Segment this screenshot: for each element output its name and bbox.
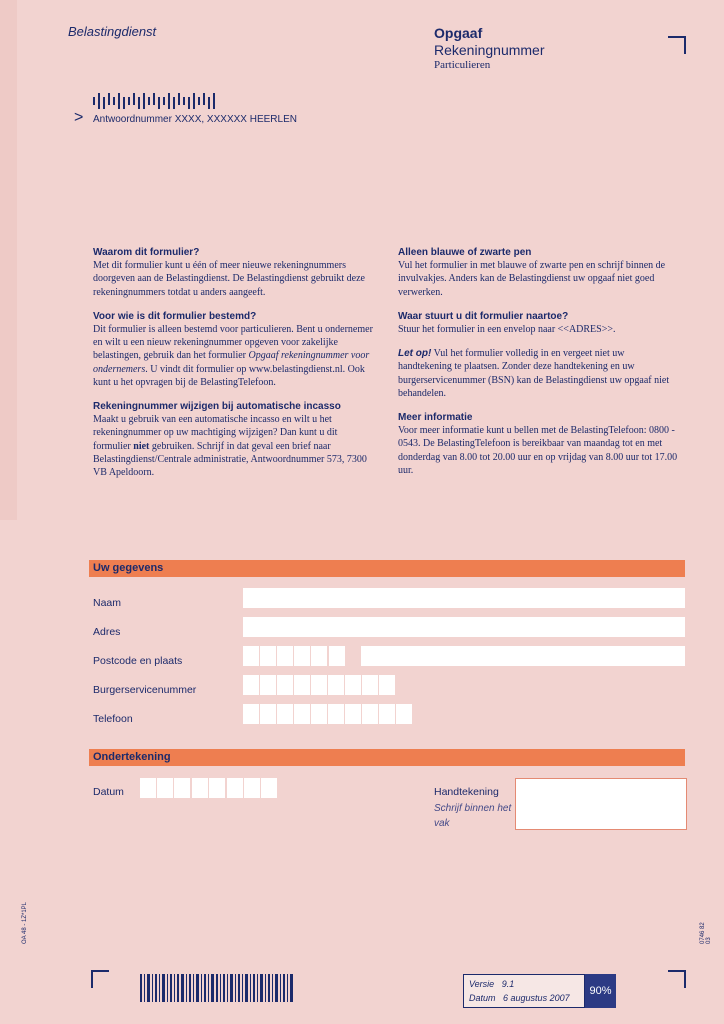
form-title: Opgaaf <box>434 25 483 41</box>
left-margin-strip <box>0 0 17 520</box>
info-text: Dit formulier is alleen bestemd voor particulieren. Bent u ondernemer en wilt u een nieuw rekeningnummer opgeven voor zakelijke belastingen, gebruik dan het formulier Opgaaf rekeningnummer voor ondernemers. U vindt dit formulier op www.belastingdienst.nl. Ook kunt u het opvragen bij de BelastingTelefoon. <box>93 324 373 388</box>
info-text: Maakt u gebruik van een automatische incasso en wilt u het rekeningnummer op uw machtiging wijzigen? Dan kunt u dit formulier niet gebruiken. Schrijf in dat geval een brief naar Belastingdienst/Centrale administratie, Antwoordnummer 573, 7300 VB Apeldoorn. <box>93 414 367 479</box>
side-code-left: OA 48 - 1Z*1PL <box>22 901 28 944</box>
postal-barcode <box>93 93 219 109</box>
print-percent-badge: 90% <box>585 974 616 1008</box>
info-heading: Voor wie is dit formulier bestemd? <box>93 310 257 322</box>
address-field[interactable] <box>243 617 685 637</box>
info-text: Stuur het formulier in een envelop naar <<ADRES>>. <box>398 324 616 336</box>
name-field[interactable] <box>243 588 685 608</box>
date-meta-label: Datum <box>469 993 496 1003</box>
phone-field[interactable] <box>243 704 413 724</box>
info-heading: Waar stuurt u dit formulier naartoe? <box>398 310 569 322</box>
section-header-uw-gegevens: Uw gegevens <box>89 560 685 577</box>
corner-mark-bottom-right <box>668 970 686 988</box>
version-label: Versie <box>469 979 495 989</box>
date-field[interactable] <box>140 778 278 798</box>
info-heading: Waarom dit formulier? <box>93 247 200 258</box>
corner-mark-top-right <box>668 36 686 54</box>
info-column-left <box>93 246 373 490</box>
side-code-right: 0746 82 03 <box>700 922 712 944</box>
signature-hint: Schrijf binnen het vak <box>434 803 512 829</box>
bsn-label: Burgerservicenummer <box>93 684 197 696</box>
form-audience: Particulieren <box>434 59 491 71</box>
signature-label: Handtekening <box>434 786 499 798</box>
version-value: 9.1 <box>501 979 515 989</box>
info-text: Vul het formulier in met blauwe of zwarte pen en schrijf binnen de invulvakjes. Anders kan de Belastingdienst uw opgaaf niet goed verwerken. <box>398 260 666 298</box>
form-subtitle: Rekeningnummer <box>434 42 545 58</box>
info-heading: Meer informatie <box>398 412 473 424</box>
address-arrow-icon: > <box>74 109 84 126</box>
info-heading: Rekeningnummer wijzigen bij automatische incasso <box>93 401 341 413</box>
form-barcode <box>140 974 294 1002</box>
info-text: Met dit formulier kunt u één of meer nieuwe rekeningnummers doorgeven aan de Belastingdienst. De Belastingdienst gebruikt deze rekeningnummers totdat u anders aangeeft. <box>93 260 365 298</box>
signature-box[interactable] <box>515 778 687 830</box>
info-column-right <box>398 246 678 488</box>
postcode-label: Postcode en plaats <box>93 655 183 667</box>
bsn-field[interactable] <box>243 675 396 695</box>
info-heading: Alleen blauwe of zwarte pen <box>398 247 532 258</box>
brand-name: Belastingdienst <box>68 24 157 39</box>
name-label: Naam <box>93 597 122 609</box>
return-address: Antwoordnummer XXXX, XXXXXX HEERLEN <box>93 114 297 125</box>
city-field[interactable] <box>361 646 685 666</box>
version-box <box>463 974 585 1008</box>
section-header-ondertekening: Ondertekening <box>89 749 685 766</box>
info-text: Let op! Vul het formulier volledig in en vergeet niet uw handtekening te plaatsen. Zonder deze handtekening en uw burgerservicenummer (BSN) kan de Belastingdienst uw opgaaf niet behandelen. <box>398 348 670 399</box>
address-label: Adres <box>93 626 121 638</box>
corner-mark-bottom-left <box>91 970 109 988</box>
info-text: Voor meer informatie kunt u bellen met de BelastingTelefoon: 0800 - 0543. De BelastingTelefoon is bereikbaar van maandag tot en met donderdag van 8.00 tot 20.00 uur en op vrijdag van 8.00 uur tot 17.00 uur. <box>398 425 678 476</box>
postcode-field[interactable] <box>243 646 346 666</box>
date-meta-value: 6 augustus 2007 <box>503 993 570 1003</box>
phone-label: Telefoon <box>93 713 133 725</box>
date-label: Datum <box>93 786 124 798</box>
